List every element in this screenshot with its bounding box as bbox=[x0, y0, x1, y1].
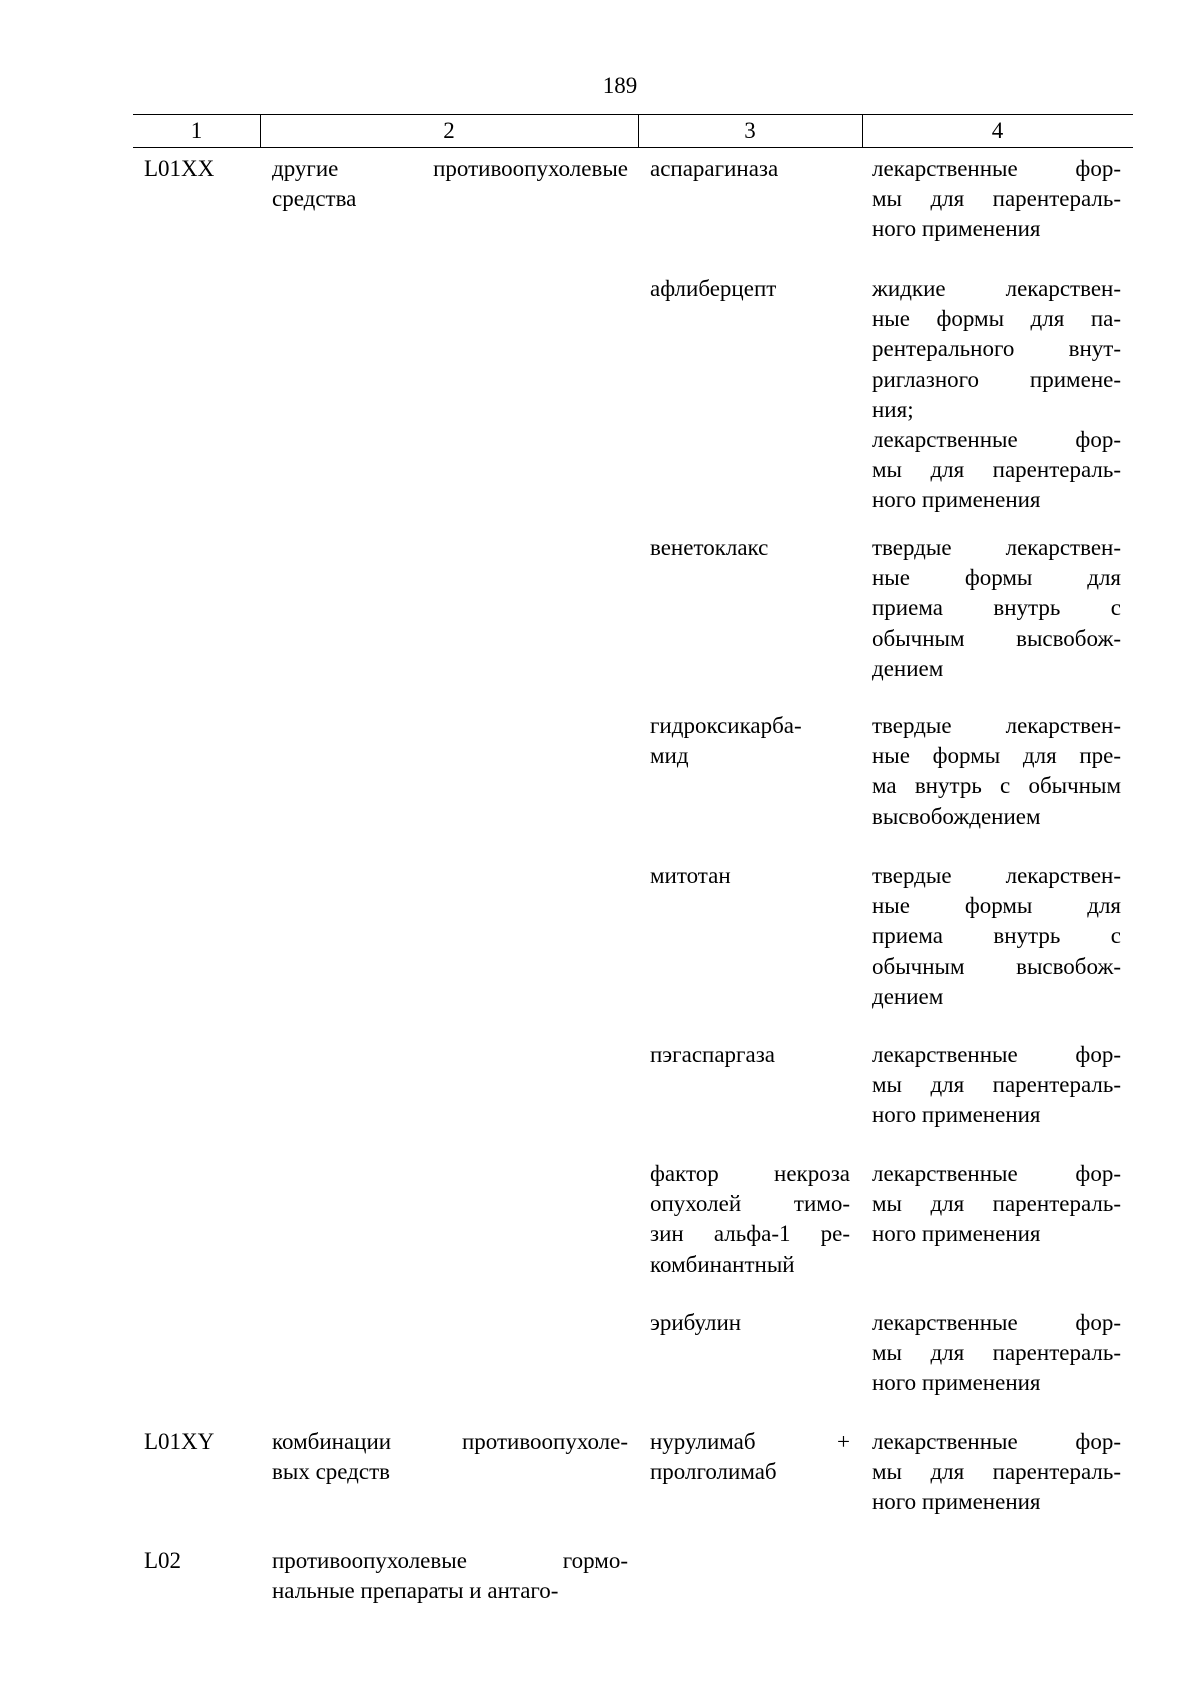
cell-line: риглазного примене- bbox=[872, 366, 1121, 392]
header-col-4: 4 bbox=[991, 118, 1004, 143]
cell-line: гидроксикарба- bbox=[650, 713, 802, 738]
form-cell bbox=[872, 154, 1121, 245]
cell-line: твердые лекарствен- bbox=[872, 713, 1121, 738]
drug-cell bbox=[650, 1427, 850, 1487]
form-cell bbox=[872, 533, 1121, 684]
cell-line: пролголимаб bbox=[650, 1459, 777, 1485]
cell-line: ные формы для пре- bbox=[872, 743, 1121, 769]
cell-line: L01XY bbox=[144, 1429, 215, 1454]
cell-line: дением bbox=[872, 983, 944, 1009]
form-cell bbox=[872, 1159, 1121, 1250]
cell-line: жидкие лекарствен- bbox=[872, 276, 1121, 301]
cell-line: мы для парентераль- bbox=[872, 1459, 1121, 1485]
cell-line: мы для парентераль- bbox=[872, 1340, 1121, 1366]
table-row bbox=[133, 154, 1133, 274]
cell-line: мы для парентераль- bbox=[872, 1191, 1121, 1217]
drug-cell bbox=[650, 711, 850, 771]
table-header-row bbox=[133, 114, 1133, 148]
cell-line: мид bbox=[650, 743, 689, 769]
code-cell bbox=[144, 1427, 256, 1457]
cell-line: опухолей тимо- bbox=[650, 1191, 850, 1217]
cell-line: ные формы для па- bbox=[872, 306, 1121, 332]
drug-cell bbox=[650, 533, 850, 563]
cell-line: эрибулин bbox=[650, 1310, 742, 1335]
table-row bbox=[133, 1159, 1133, 1308]
table-row bbox=[133, 861, 1133, 1040]
form-cell bbox=[872, 711, 1121, 832]
drug-cell bbox=[650, 274, 850, 304]
drug-cell bbox=[650, 1040, 850, 1070]
table-row bbox=[133, 1546, 1133, 1626]
cell-line: ния; bbox=[872, 396, 914, 422]
cell-line: ного применения bbox=[872, 1102, 1041, 1128]
form-cell bbox=[872, 274, 1121, 516]
cell-line: митотан bbox=[650, 863, 731, 888]
code-cell bbox=[144, 1546, 256, 1576]
cell-line: вых средств bbox=[272, 1459, 390, 1485]
drug-table bbox=[133, 114, 1133, 1604]
cell-line: L02 bbox=[144, 1548, 182, 1573]
cell-line: обычным высвобож- bbox=[872, 953, 1121, 979]
header-col-3: 3 bbox=[744, 118, 756, 143]
cell-line: аспарагиназа bbox=[650, 156, 779, 181]
cell-line: комбинации противоопухоле- bbox=[272, 1429, 628, 1454]
form-cell bbox=[872, 1040, 1121, 1131]
table-row bbox=[133, 533, 1133, 711]
cell-line: лекарственные фор- bbox=[872, 427, 1121, 453]
cell-line: афлиберцепт bbox=[650, 276, 777, 301]
cell-line: лекарственные фор- bbox=[872, 1310, 1121, 1335]
cell-line: венетоклакс bbox=[650, 535, 769, 560]
cell-line: лекарственные фор- bbox=[872, 1161, 1121, 1186]
cell-line: твердые лекарствен- bbox=[872, 535, 1121, 560]
group-cell bbox=[272, 1546, 628, 1606]
cell-line: ного применения bbox=[872, 1489, 1041, 1515]
cell-line: другие противоопухолевые bbox=[272, 156, 628, 181]
cell-line: противоопухолевые гормо- bbox=[272, 1548, 628, 1573]
header-col-1: 1 bbox=[190, 118, 203, 143]
header-col-2: 2 bbox=[443, 118, 455, 143]
cell-line: ные формы для bbox=[872, 565, 1121, 591]
cell-line: ма внутрь с обычным bbox=[872, 773, 1121, 799]
cell-line: мы для парентераль- bbox=[872, 186, 1121, 212]
cell-line: ного применения bbox=[872, 487, 1041, 513]
cell-line: приема внутрь с bbox=[872, 923, 1121, 949]
cell-line: приема внутрь с bbox=[872, 595, 1121, 621]
cell-line: ного применения bbox=[872, 1370, 1041, 1396]
cell-line: средства bbox=[272, 186, 357, 212]
cell-line: комбинантный bbox=[650, 1251, 795, 1277]
cell-line: рентерального внут- bbox=[872, 336, 1121, 362]
page-number: 189 bbox=[602, 73, 638, 98]
form-cell bbox=[872, 861, 1121, 1012]
cell-line: лекарственные фор- bbox=[872, 156, 1121, 181]
table-row bbox=[133, 711, 1133, 861]
cell-line: лекарственные фор- bbox=[872, 1042, 1121, 1067]
table-row bbox=[133, 1427, 1133, 1546]
drug-cell bbox=[650, 1159, 850, 1280]
cell-line: дением bbox=[872, 655, 944, 681]
form-cell bbox=[872, 1427, 1121, 1518]
cell-line: лекарственные фор- bbox=[872, 1429, 1121, 1454]
group-cell bbox=[272, 1427, 628, 1487]
cell-line: ного применения bbox=[872, 216, 1041, 242]
drug-cell bbox=[650, 154, 850, 184]
table-row bbox=[133, 1040, 1133, 1159]
cell-line: обычным высвобож- bbox=[872, 625, 1121, 651]
table-row bbox=[133, 1308, 1133, 1427]
cell-line: твердые лекарствен- bbox=[872, 863, 1121, 888]
drug-cell bbox=[650, 1308, 850, 1338]
cell-line: L01XX bbox=[144, 156, 215, 181]
cell-line: нальные препараты и антаго- bbox=[272, 1578, 559, 1604]
form-cell bbox=[872, 1308, 1121, 1399]
cell-line: зин альфа-1 ре- bbox=[650, 1221, 850, 1247]
code-cell bbox=[144, 154, 256, 184]
cell-line: нурулимаб + bbox=[650, 1429, 850, 1454]
group-cell bbox=[272, 154, 628, 214]
cell-line: высвобождением bbox=[872, 803, 1041, 829]
table-row bbox=[133, 274, 1133, 533]
cell-line: ного применения bbox=[872, 1221, 1041, 1247]
cell-line: пэгаспаргаза bbox=[650, 1042, 775, 1067]
cell-line: мы для парентераль- bbox=[872, 1072, 1121, 1098]
cell-line: фактор некроза bbox=[650, 1161, 850, 1186]
drug-cell bbox=[650, 861, 850, 891]
cell-line: мы для парентераль- bbox=[872, 457, 1121, 483]
cell-line: ные формы для bbox=[872, 893, 1121, 919]
